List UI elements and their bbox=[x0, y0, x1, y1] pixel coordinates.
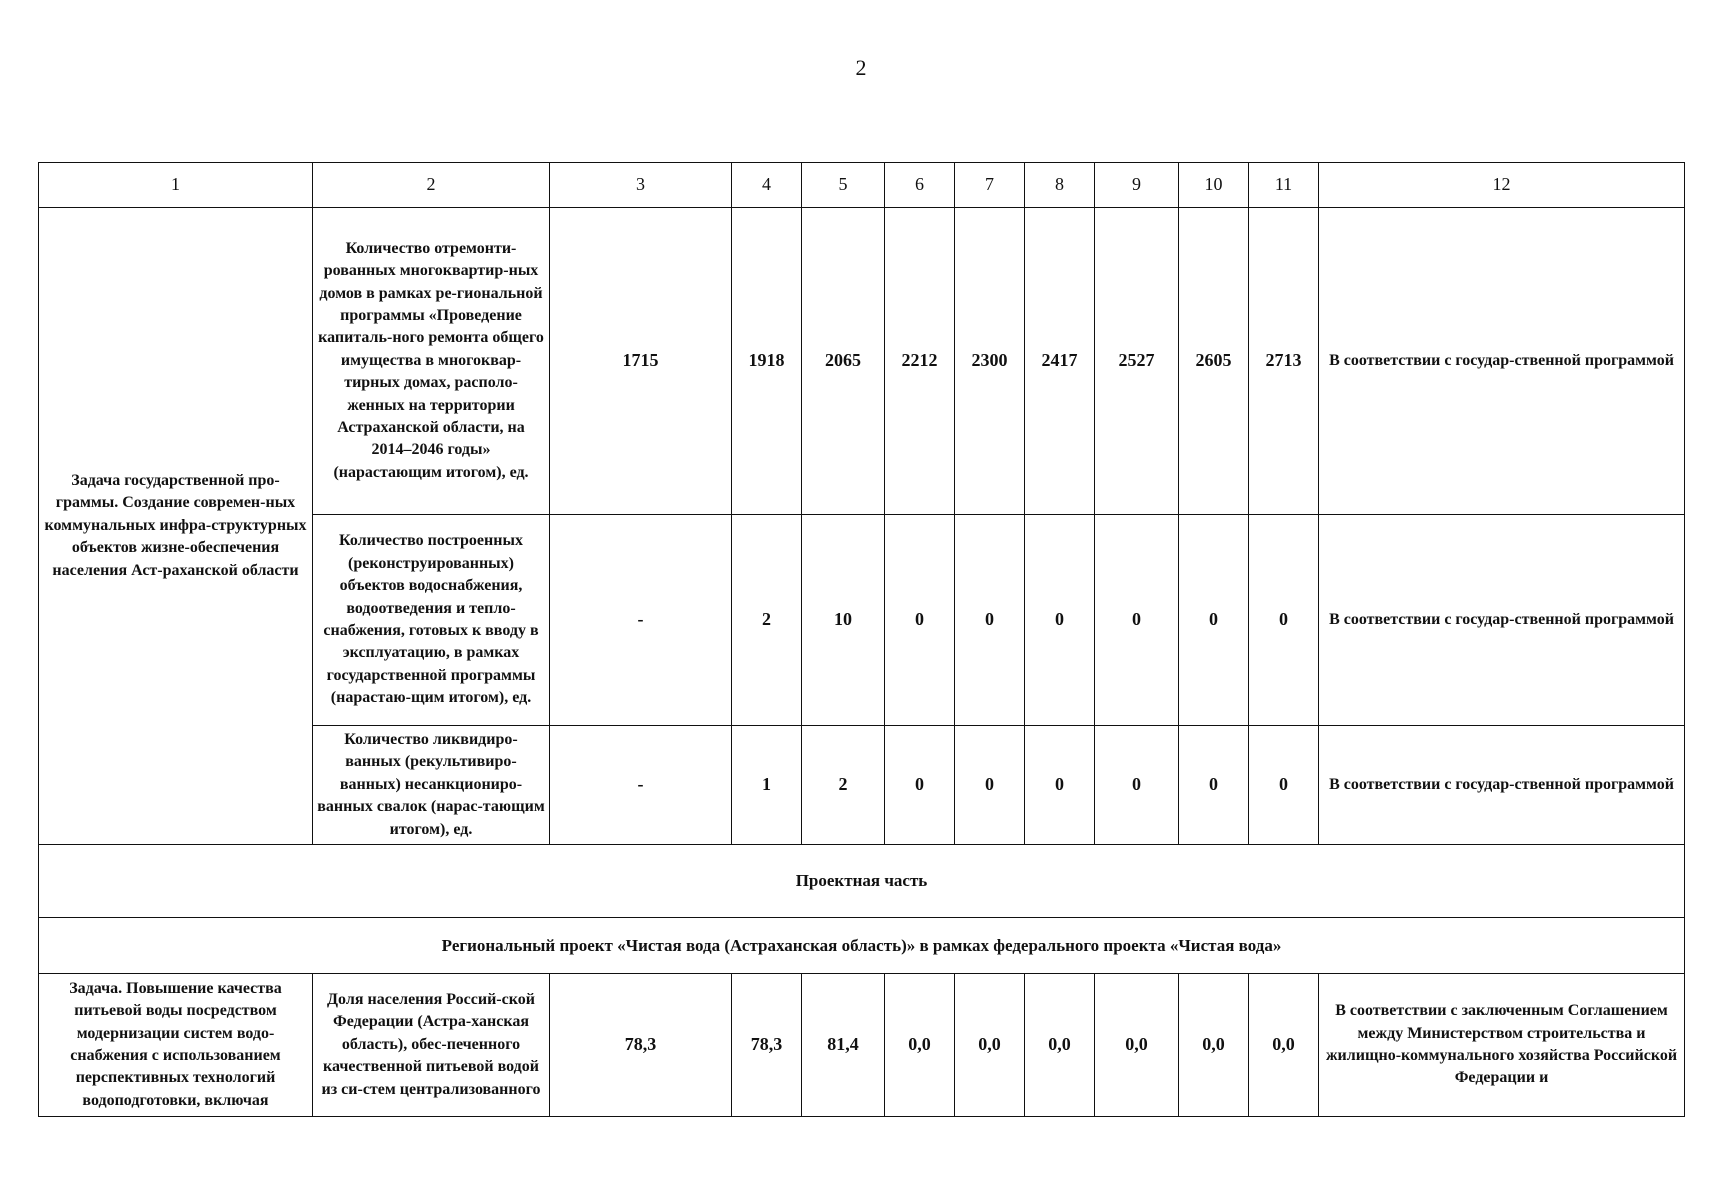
value-cell: 0,0 bbox=[1179, 974, 1249, 1117]
value-cell: 0,0 bbox=[955, 974, 1025, 1117]
value-cell: 1918 bbox=[732, 208, 802, 515]
column-number: 9 bbox=[1095, 163, 1179, 208]
value-cell: - bbox=[550, 726, 732, 845]
value-cell: 2605 bbox=[1179, 208, 1249, 515]
value-cell: 0 bbox=[1025, 726, 1095, 845]
note-cell: В соответствии с государ-ственной программой bbox=[1319, 515, 1685, 726]
value-cell: 2417 bbox=[1025, 208, 1095, 515]
value-cell: 0 bbox=[955, 726, 1025, 845]
section-title: Проектная часть bbox=[39, 845, 1685, 918]
indicator-cell: Количество отремонти-рованных многоквартир-ных домов в рамках ре-гиональной программы «Проведение капиталь-ного ремонта общего имущества в многоквар-тирных домах, располо-женных на территории Астраханской области, на 2014–2046 годы» (нарастающим итогом), ед. bbox=[313, 208, 550, 515]
value-cell: 0 bbox=[955, 515, 1025, 726]
value-cell: 0,0 bbox=[1095, 974, 1179, 1117]
value-cell: 1715 bbox=[550, 208, 732, 515]
value-cell: 0 bbox=[1249, 726, 1319, 845]
column-number: 2 bbox=[313, 163, 550, 208]
column-number: 5 bbox=[802, 163, 885, 208]
note-cell: В соответствии с государ-ственной программой bbox=[1319, 208, 1685, 515]
value-cell: 2300 bbox=[955, 208, 1025, 515]
column-number: 4 bbox=[732, 163, 802, 208]
column-number: 10 bbox=[1179, 163, 1249, 208]
column-number: 7 bbox=[955, 163, 1025, 208]
column-number: 8 bbox=[1025, 163, 1095, 208]
project-title: Региональный проект «Чистая вода (Астраханская область)» в рамках федерального проекта «Чистая вода» bbox=[39, 918, 1685, 974]
value-cell: 0 bbox=[1179, 515, 1249, 726]
value-cell: 2527 bbox=[1095, 208, 1179, 515]
value-cell: 2212 bbox=[885, 208, 955, 515]
column-number: 6 bbox=[885, 163, 955, 208]
column-number-row bbox=[39, 163, 1685, 208]
note-cell: В соответствии с государ-ственной программой bbox=[1319, 726, 1685, 845]
project-row bbox=[39, 918, 1685, 974]
value-cell: 2 bbox=[732, 515, 802, 726]
value-cell: 78,3 bbox=[550, 974, 732, 1117]
value-cell: 0,0 bbox=[885, 974, 955, 1117]
value-cell: 2713 bbox=[1249, 208, 1319, 515]
value-cell: 78,3 bbox=[732, 974, 802, 1117]
indicator-cell: Количество ликвидиро-ванных (рекультивиро-ванных) несанкциониро-ванных свалок (нарас-тающим итогом), ед. bbox=[313, 726, 550, 845]
value-cell: 0 bbox=[885, 726, 955, 845]
task-cell: Задача. Повышение качества питьевой воды посредством модернизации систем водо-снабжения с использованием перспективных технологий водоподготовки, включая bbox=[39, 974, 313, 1117]
value-cell: 81,4 bbox=[802, 974, 885, 1117]
value-cell: 0 bbox=[1025, 515, 1095, 726]
note-cell: В соответствии с заключенным Соглашением между Министерством строительства и жилищно-коммунального хозяйства Российской Федерации и bbox=[1319, 974, 1685, 1117]
value-cell: 2 bbox=[802, 726, 885, 845]
value-cell: 1 bbox=[732, 726, 802, 845]
value-cell: 0 bbox=[885, 515, 955, 726]
column-number: 3 bbox=[550, 163, 732, 208]
section-row bbox=[39, 845, 1685, 918]
value-cell: 0 bbox=[1249, 515, 1319, 726]
value-cell: - bbox=[550, 515, 732, 726]
value-cell: 0 bbox=[1095, 515, 1179, 726]
value-cell: 2065 bbox=[802, 208, 885, 515]
task-cell: Задача государственной про-граммы. Создание современ-ных коммунальных инфра-структурных объектов жизне-обеспечения населения Аст-раханской области bbox=[39, 208, 313, 845]
indicator-cell: Количество построенных (реконструированных) объектов водоснабжения, водоотведения и тепло-снабжения, готовых к вводу в эксплуатацию, в рамках государственной программы (нарастаю-щим итогом), ед. bbox=[313, 515, 550, 726]
value-cell: 0 bbox=[1095, 726, 1179, 845]
column-number: 12 bbox=[1319, 163, 1685, 208]
value-cell: 0,0 bbox=[1025, 974, 1095, 1117]
column-number: 11 bbox=[1249, 163, 1319, 208]
table-row bbox=[39, 208, 1685, 515]
indicators-table bbox=[38, 162, 1685, 1117]
table-row bbox=[39, 974, 1685, 1117]
value-cell: 10 bbox=[802, 515, 885, 726]
column-number: 1 bbox=[39, 163, 313, 208]
value-cell: 0,0 bbox=[1249, 974, 1319, 1117]
indicator-cell: Доля населения Россий-ской Федерации (Астра-ханская область), обес-печенного качественной питьевой водой из си-стем централизованного bbox=[313, 974, 550, 1117]
page-number: 2 bbox=[855, 55, 867, 80]
value-cell: 0 bbox=[1179, 726, 1249, 845]
